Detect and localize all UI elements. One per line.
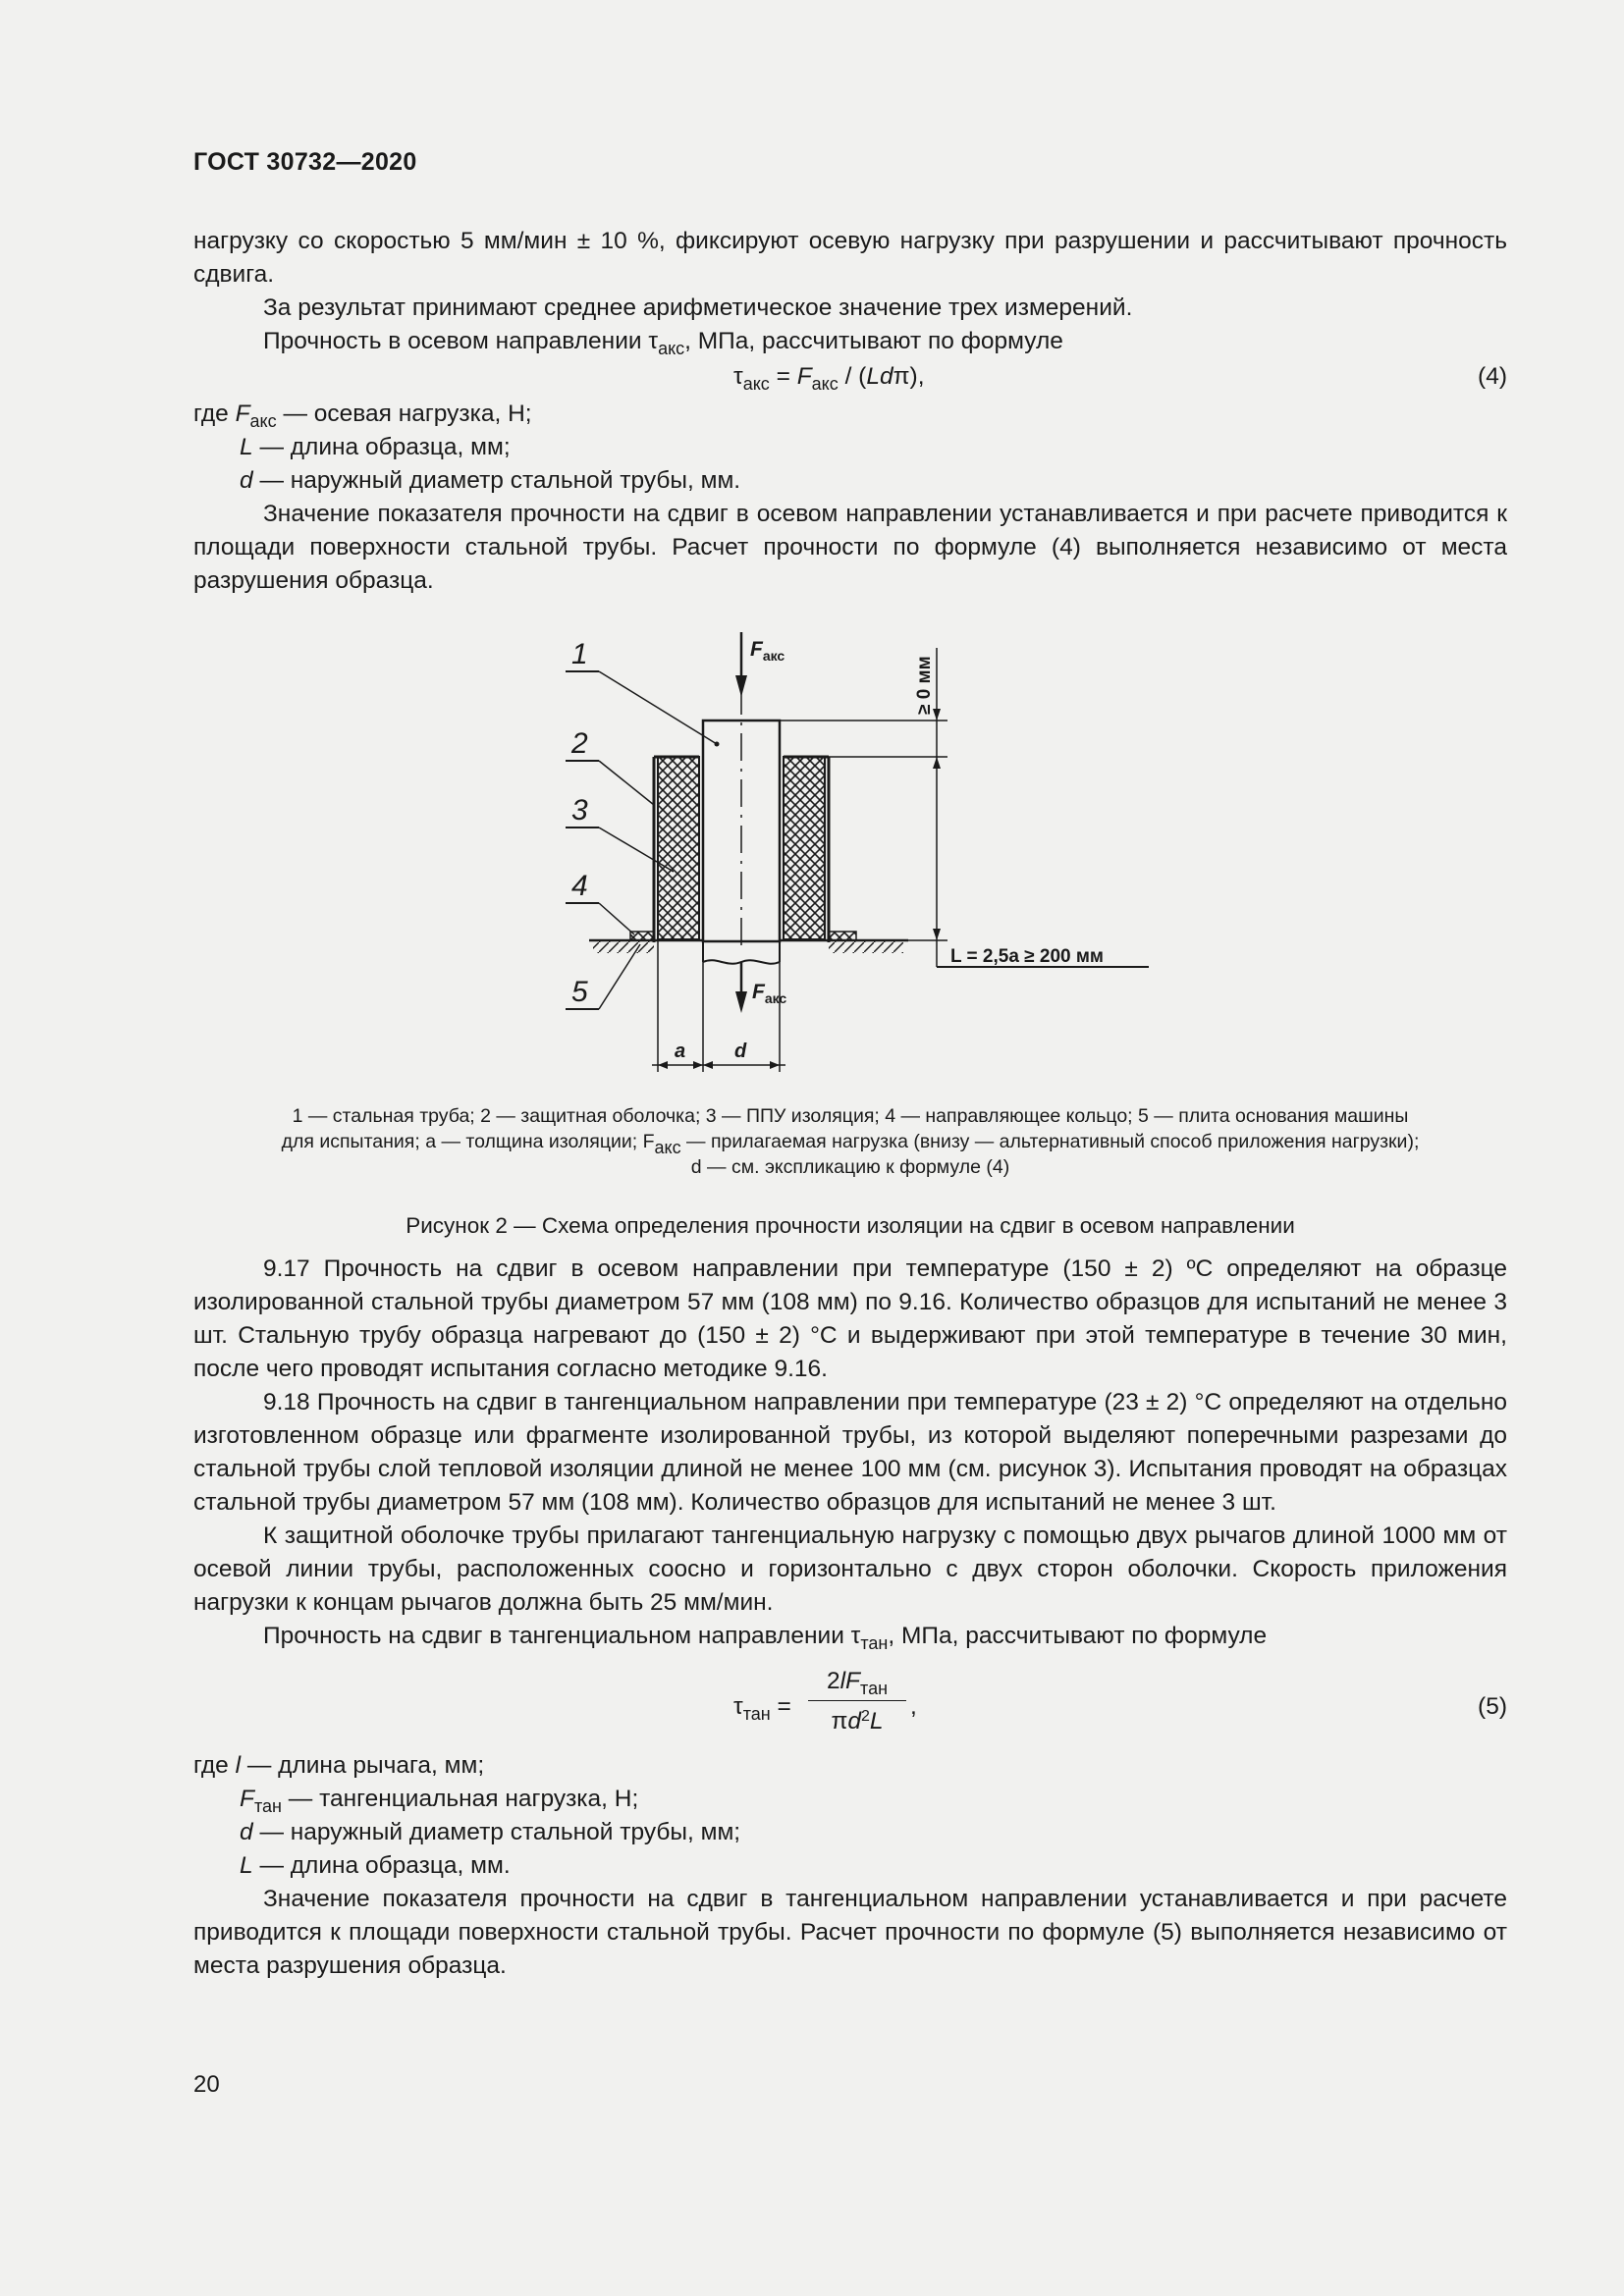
formula-4-expression: $\tau_{акс} = F_{акс} / (Ld\pi)$,: [733, 363, 925, 394]
dim-label-L: L = 2,5a ≥ 200 мм: [950, 946, 1104, 967]
text-block-top: [193, 225, 1507, 598]
page-number: 20: [193, 2071, 220, 2098]
label-4: 4: [571, 870, 588, 902]
formula-5-number: (5): [1478, 1693, 1507, 1720]
paragraph-tangential-note: Значение показателя прочности на сдвиг в тангенциальном направлении устанавливается и при расчете приводится к площади поверхности стальной трубы. Расчет прочности по формуле (5) выполняется независимо от места разрушения образца.: [193, 1886, 1507, 1979]
dim-label-top: ≥ 0 мм: [914, 656, 935, 715]
label-5: 5: [571, 976, 588, 1008]
formula-5-fraction: [808, 1665, 906, 1738]
paragraph-continuation: нагрузку со скоростью 5 мм/мин ± 10 %, фиксируют осевую нагрузку при разрушении и рассчитывают прочность сдвига.: [193, 228, 1507, 288]
paragraph-result: За результат принимают среднее арифметическое значение трех измерений.: [263, 294, 1133, 321]
formula-4-number: (4): [1478, 363, 1507, 390]
dim-label-a: a: [675, 1041, 686, 1062]
formula-5-lhs: $\tau_{тан}$ =: [733, 1693, 791, 1724]
document-header: ГОСТ 30732—2020: [193, 148, 417, 176]
base-plate-right-hatch: [829, 941, 903, 953]
figure-legend: [193, 1103, 1507, 1180]
label-1: 1: [571, 638, 588, 670]
guide-ring-left: [630, 932, 654, 940]
insulation-left: [658, 757, 699, 939]
where-item-L: L — длина образца, мм;: [240, 434, 511, 460]
formula-5-comma: ,: [910, 1693, 917, 1720]
paragraph-9-18: 9.18 Прочность на сдвиг в тангенциальном направлении при температуре (23 ± 2) °С определяют на отдельно изготовленном образце или фрагменте изолированной трубы, из которой выделяют поперечными разрезами до стальной трубы слой тепловой изоляции длиной не менее 100 мм (см. рисунок 3). Испытания проводят на образцах стальной трубы диаметром 57 мм (108 мм). Количество образцов для испытаний не менее 3 шт.: [193, 1389, 1507, 1516]
dim-label-d: d: [734, 1041, 747, 1062]
base-plate-left-hatch: [593, 941, 654, 953]
where-item-Ftan: $F_{тан}$ — тангенциальная нагрузка, Н;: [240, 1786, 639, 1816]
where-item-l: где l — длина рычага, мм;: [193, 1752, 485, 1779]
insulation-right: [784, 757, 825, 939]
text-block-bottom: [193, 1253, 1507, 1983]
paragraph-axial-formula-intro: Прочность в осевом направлении $\tau_{акс}$, МПа, рассчитывают по формуле: [263, 328, 1063, 358]
paragraph-9-17: 9.17 Прочность на сдвиг в осевом направлении при температуре (150 ± 2) ºС определяют на образце изолированной стальной трубы диаметром 57 мм (108 мм) по 9.16. Количество образцов для испытаний не менее 3 шт. Стальную трубу образца нагревают до (150 ± 2) °С и выдерживают при этой температуре в течение 30 мин, после чего проводят испытания согласно методике 9.16.: [193, 1255, 1507, 1382]
formula-5: [193, 1653, 1507, 1749]
force-label-bottom: $F_{акс}$: [752, 981, 787, 1006]
formula-5-denominator: $\pi d^2L$: [831, 1708, 884, 1735]
where-item-F: где $F_{акс}$ — осевая нагрузка, Н;: [193, 400, 532, 431]
guide-ring-right: [829, 932, 856, 940]
label-2: 2: [571, 727, 588, 760]
paragraph-levers: К защитной оболочке трубы прилагают тангенциальную нагрузку с помощью двух рычагов длиной 1000 мм от осевой линии трубы, расположенных соосно и горизонтально с двух сторон оболочки. Скорость приложения нагрузки к концам рычагов должна быть 25 мм/мин.: [193, 1522, 1507, 1616]
figure-caption: Рисунок 2 — Схема определения прочности изоляции на сдвиг в осевом направлении: [406, 1213, 1295, 1238]
legend-line-1: 1 — стальная труба; 2 — защитная оболочка; 3 — ППУ изоляция; 4 — направляющее кольцо; 5 — плита основания машины: [292, 1105, 1409, 1127]
figure-2-diagram: [560, 628, 1149, 1099]
paragraph-axial-note: Значение показателя прочности на сдвиг в осевом направлении устанавливается и при расчете приводится к площади поверхности стальной трубы. Расчет прочности по формуле (4) выполняется независимо от места разрушения образца.: [193, 501, 1507, 594]
legend-line-3: d — см. экспликацию к формуле (4): [690, 1156, 1010, 1178]
where-item-d2: d — наружный диаметр стальной трубы, мм;: [240, 1819, 741, 1845]
label-3: 3: [571, 794, 588, 827]
formula-5-numerator: $2lF_{тан}$: [808, 1665, 906, 1701]
paragraph-tangential-formula-intro: Прочность на сдвиг в тангенциальном направлении $\tau_{тан}$, МПа, рассчитывают по формуле: [263, 1623, 1268, 1653]
force-label-top: $F_{акс}$: [750, 638, 785, 664]
legend-line-2: для испытания; a — толщина изоляции; $F_{акс}$ — прилагаемая нагрузка (внизу — альтернативный способ приложения нагрузки);: [281, 1131, 1420, 1157]
where-item-L2: L — длина образца, мм.: [240, 1852, 511, 1879]
formula-4: [193, 358, 1507, 398]
where-item-d: d — наружный диаметр стальной трубы, мм.: [240, 467, 741, 494]
